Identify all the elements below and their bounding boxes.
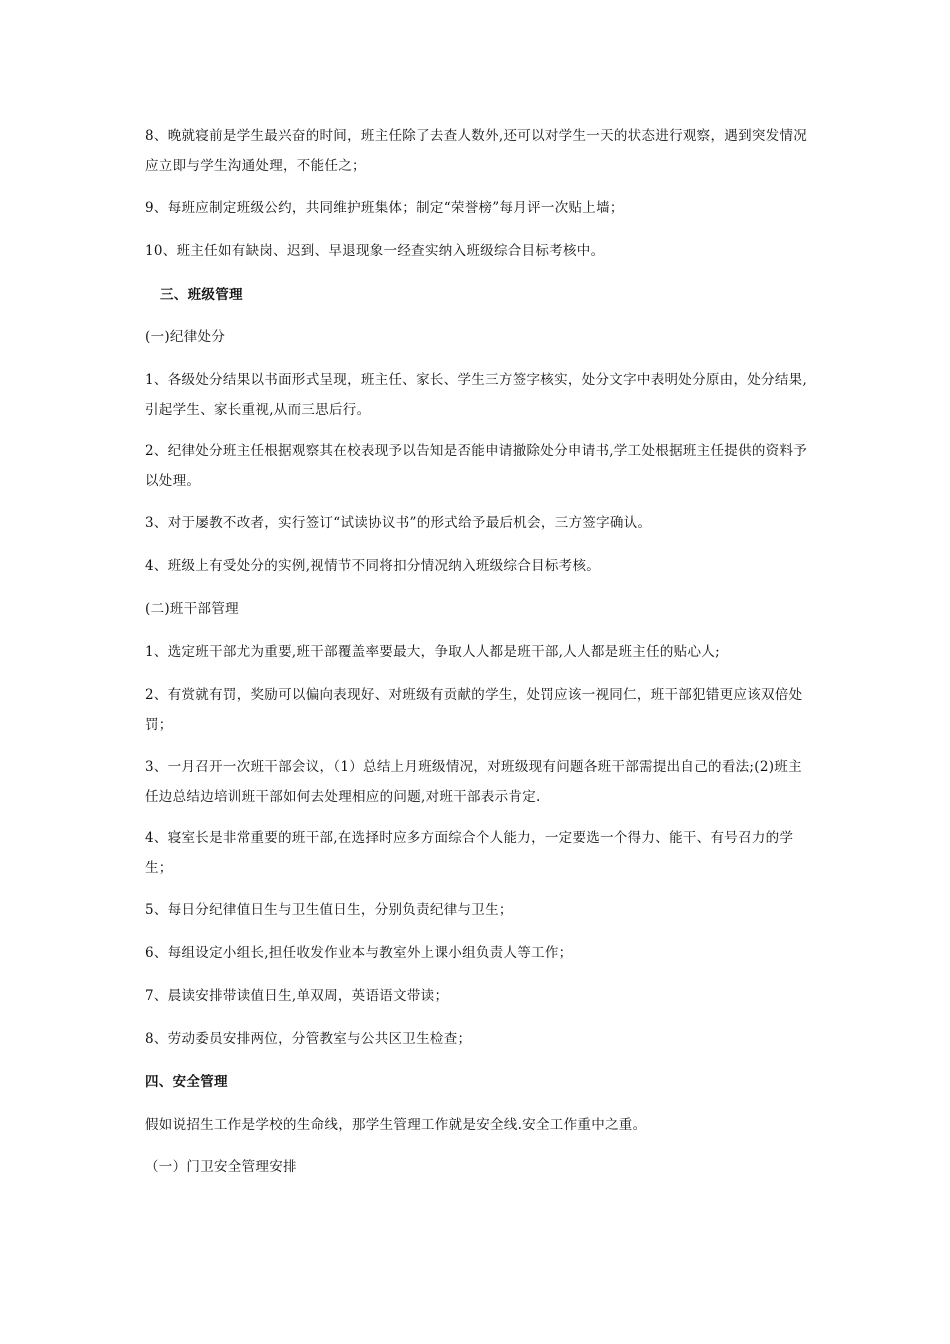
paragraph-item-9-convention: 9、每班应制定班级公约，共同维护班集体；制定“荣誉榜”每月评一次贴上墙； — [145, 200, 624, 216]
paragraph-cadre-3: 3、一月召开一次班干部会议，（1）总结上月班级情况，对班级现有问题各班干部需提出自己的看法;(2)班主任边总结边培训班干部如何去处理相应的问题,对班干部表示肯定. — [145, 759, 802, 805]
paragraph-cadre-1: 1、选定班干部尤为重要,班干部覆盖率要最大，争取人人都是班干部,人人都是班主任的贴心人; — [145, 644, 720, 660]
paragraph-discipline-4: 4、班级上有受处分的实例,视情节不同将扣分情况纳入班级综合目标考核。 — [145, 558, 601, 574]
section-heading-safety-management: 四、安全管理 — [145, 1074, 228, 1090]
paragraph-safety-intro: 假如说招生工作是学校的生命线，那学生管理工作就是安全线.安全工作重中之重。 — [145, 1117, 647, 1133]
paragraph-cadre-7: 7、晨读安排带读值日生,单双周，英语语文带读； — [145, 988, 449, 1004]
subheading-gate-safety: （一）门卫安全管理安排 — [145, 1159, 297, 1175]
subheading-class-cadre: (二)班干部管理 — [145, 601, 239, 617]
paragraph-item-8-night: 8、晚就寝前是学生最兴奋的时间，班主任除了去查人数外,还可以对学生一天的状态进行观察，遇到突发情况应立即与学生沟通处理，不能任之； — [145, 128, 808, 174]
paragraph-cadre-4: 4、寝室长是非常重要的班干部,在选择时应多方面综合个人能力，一定要选一个得力、能干、有号召力的学生； — [145, 830, 794, 876]
paragraph-cadre-8: 8、劳动委员安排两位，分管教室与公共区卫生检查； — [145, 1031, 472, 1047]
paragraph-cadre-2: 2、有赏就有罚，奖励可以偏向表现好、对班级有贡献的学生，处罚应该一视同仁，班干部犯错更应该双倍处罚； — [145, 687, 803, 733]
section-heading-class-management: 三、班级管理 — [160, 287, 243, 303]
paragraph-cadre-5: 5、每日分纪律值日生与卫生值日生，分别负责纪律与卫生； — [145, 902, 513, 918]
paragraph-discipline-2: 2、纪律处分班主任根据观察其在校表现予以告知是否能申请撤除处分申请书,学工处根据班主任提供的资料予以处理。 — [145, 443, 808, 489]
paragraph-discipline-3: 3、对于屡教不改者，实行签订“试读协议书”的形式给予最后机会，三方签字确认。 — [145, 515, 652, 531]
subheading-discipline: (一)纪律处分 — [145, 329, 226, 345]
paragraph-discipline-1: 1、各级处分结果以书面形式呈现，班主任、家长、学生三方签字核实，处分文字中表明处分原由，处分结果,引起学生、家长重视,从而三思后行。 — [145, 372, 808, 418]
paragraph-item-10-absence: 10、班主任如有缺岗、迟到、早退现象一经查实纳入班级综合目标考核中。 — [145, 243, 605, 259]
paragraph-cadre-6: 6、每组设定小组长,担任收发作业本与教室外上课小组负责人等工作； — [145, 945, 573, 961]
